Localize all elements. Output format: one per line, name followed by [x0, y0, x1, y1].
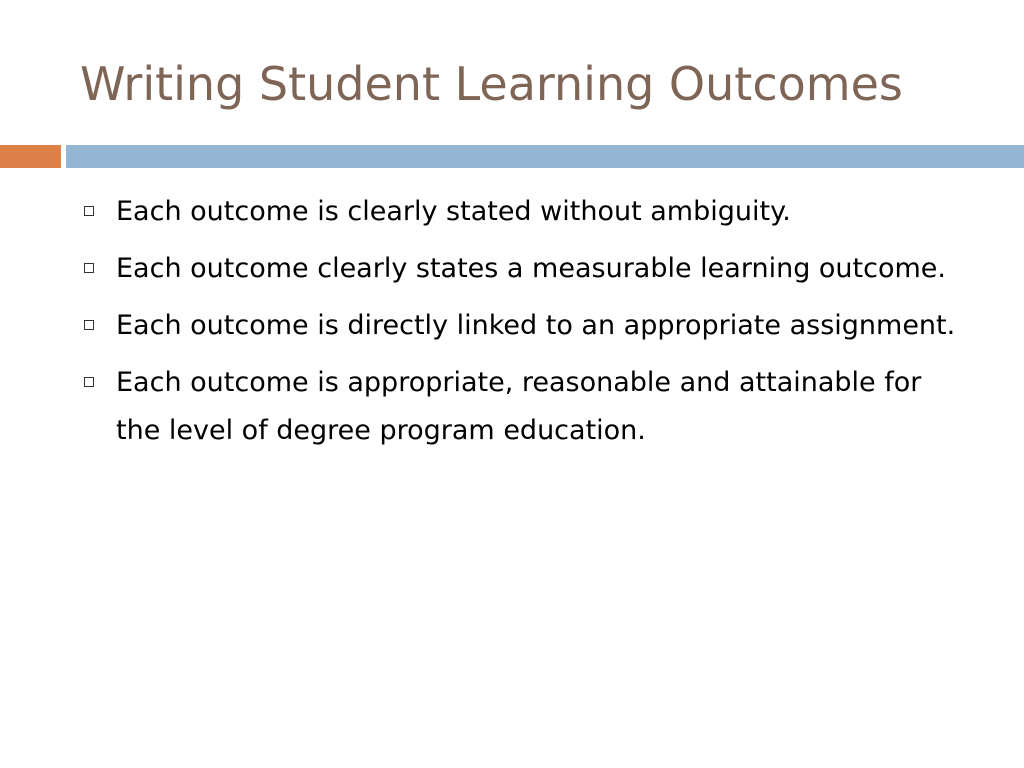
hollow-square-bullet-icon: [84, 206, 94, 216]
title-accent-bar: [0, 145, 61, 168]
bullet-text: Each outcome is appropriate, reasonable and attainable for the level of degree program education.: [116, 367, 922, 446]
bullet-list: [84, 188, 964, 464]
bullet-text: Each outcome clearly states a measurable learning outcome.: [116, 253, 946, 284]
bullet-item: [84, 359, 964, 455]
bullet-item: [84, 245, 964, 293]
hollow-square-bullet-icon: [84, 377, 94, 387]
slide-title: Writing Student Learning Outcomes: [80, 57, 903, 111]
hollow-square-bullet-icon: [84, 263, 94, 273]
bullet-item: [84, 302, 964, 350]
bullet-item: [84, 188, 964, 236]
bullet-text: Each outcome is directly linked to an appropriate assignment.: [116, 310, 956, 341]
title-rule-bar: [66, 145, 1024, 168]
hollow-square-bullet-icon: [84, 320, 94, 330]
bullet-text: Each outcome is clearly stated without ambiguity.: [116, 196, 791, 227]
